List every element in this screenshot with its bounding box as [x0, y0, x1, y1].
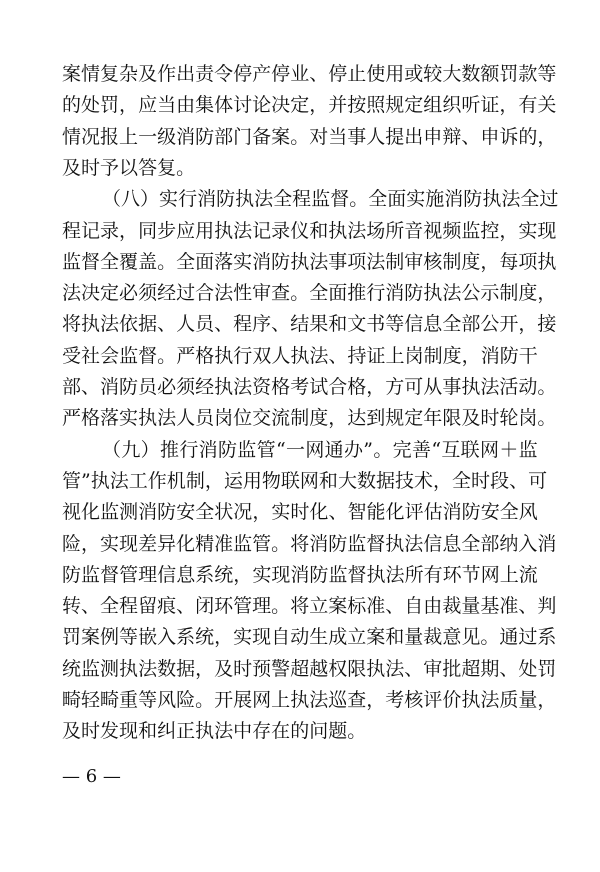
text-line: 情 况 报 上 一 级 消 防 部 门 备 案 。 对 当 事 人 提 出 申 辩 、 申 诉 的 ，: [62, 125, 557, 148]
text-line: 受 社 会 监 督 。 严 格 执 行 双 人 执 法 、 持 证 上 岗 制 度 ， 消 防 干: [62, 344, 538, 367]
text-line: 及 时 发 现 和 纠 正 执 法 中 存 在 的 问 题 。: [62, 720, 367, 743]
text-line: 程 记 录 ， 同 步 应 用 执 法 记 录 仪 和 执 法 场 所 音 视 频 监 控 ， 实 现: [62, 219, 557, 242]
text-line: 畸 轻 畸 重 等 风 险 。 开 展 网 上 执 法 巡 查 ， 考 核 评 价 执 法 质 量 ，: [62, 689, 557, 711]
text-line: 统 监 测 执 法 数 据 ， 及 时 预 警 超 越 权 限 执 法 、 审 批 超 期 、 处 罚: [62, 657, 557, 680]
text-line: 监 督 全 覆 盖 。 全 面 落 实 消 防 执 法 事 项 法 制 审 核 制 度 ， 每 项 执: [62, 250, 557, 273]
text-line: 罚 案 例 等 嵌 入 系 统 ， 实 现 自 动 生 成 立 案 和 量 裁 意 见 。 通 过 系: [62, 626, 557, 649]
text-line: 防 监 督 管 理 信 息 系 统 ， 实 现 消 防 监 督 执 法 所 有 环 节 网 上 流: [62, 563, 538, 586]
text-line: （ 八 ） 实 行 消 防 执 法 全 程 监 督 。 全 面 实 施 消 防 执 法 全 过: [102, 188, 559, 211]
text-line: 部 、 消 防 员 必 须 经 执 法 资 格 考 试 合 格 ， 方 可 从 事 执 法 活 动 。: [62, 376, 557, 398]
page-number: — 6 —: [62, 765, 121, 787]
text-line: 及 时 予 以 答 复 。: [62, 156, 196, 179]
text-line: 法 决 定 必 须 经 过 合 法 性 审 查 。 全 面 推 行 消 防 执 法 公 示 制 度 ，: [62, 282, 557, 305]
text-line: 转 、 全 程 留 痕 、 闭 环 管 理 。 将 立 案 标 准 、 自 由 裁 量 基 准 、 判: [62, 595, 557, 618]
text-line: 视 化 监 测 消 防 安 全 状 况 ， 实 时 化 、 智 能 化 评 估 消 防 安 全 风: [62, 501, 538, 524]
text-line: 将 执 法 依 据 、 人 员 、 程 序 、 结 果 和 文 书 等 信 息 全 部 公 开 ， 接: [62, 313, 557, 336]
text-line: （ 九 ） 推 行 消 防 监 管 “ 一 网 通 办 ” 。 完 善 “ 互 联 网 ＋ 监: [102, 438, 538, 461]
text-line: 管 ” 执 法 工 作 机 制 ， 运 用 物 联 网 和 大 数 据 技 术 ， 全 时 段 、 可: [62, 469, 548, 492]
text-line: 的 处 罚 ， 应 当 由 集 体 讨 论 决 定 ， 并 按 照 规 定 组 织 听 证 ， 有 关: [62, 94, 557, 117]
text-line: 险 ， 实 现 差 异 化 精 准 监 管 。 将 消 防 监 督 执 法 信 息 全 部 纳 入 消: [62, 532, 557, 555]
text-line: 严 格 落 实 执 法 人 员 岗 位 交 流 制 度 ， 达 到 规 定 年 限 及 时 轮 岗 。: [62, 407, 557, 430]
text-line: 案 情 复 杂 及 作 出 责 令 停 产 停 业 、 停 止 使 用 或 较 大 数 额 罚 款 等: [62, 63, 557, 85]
